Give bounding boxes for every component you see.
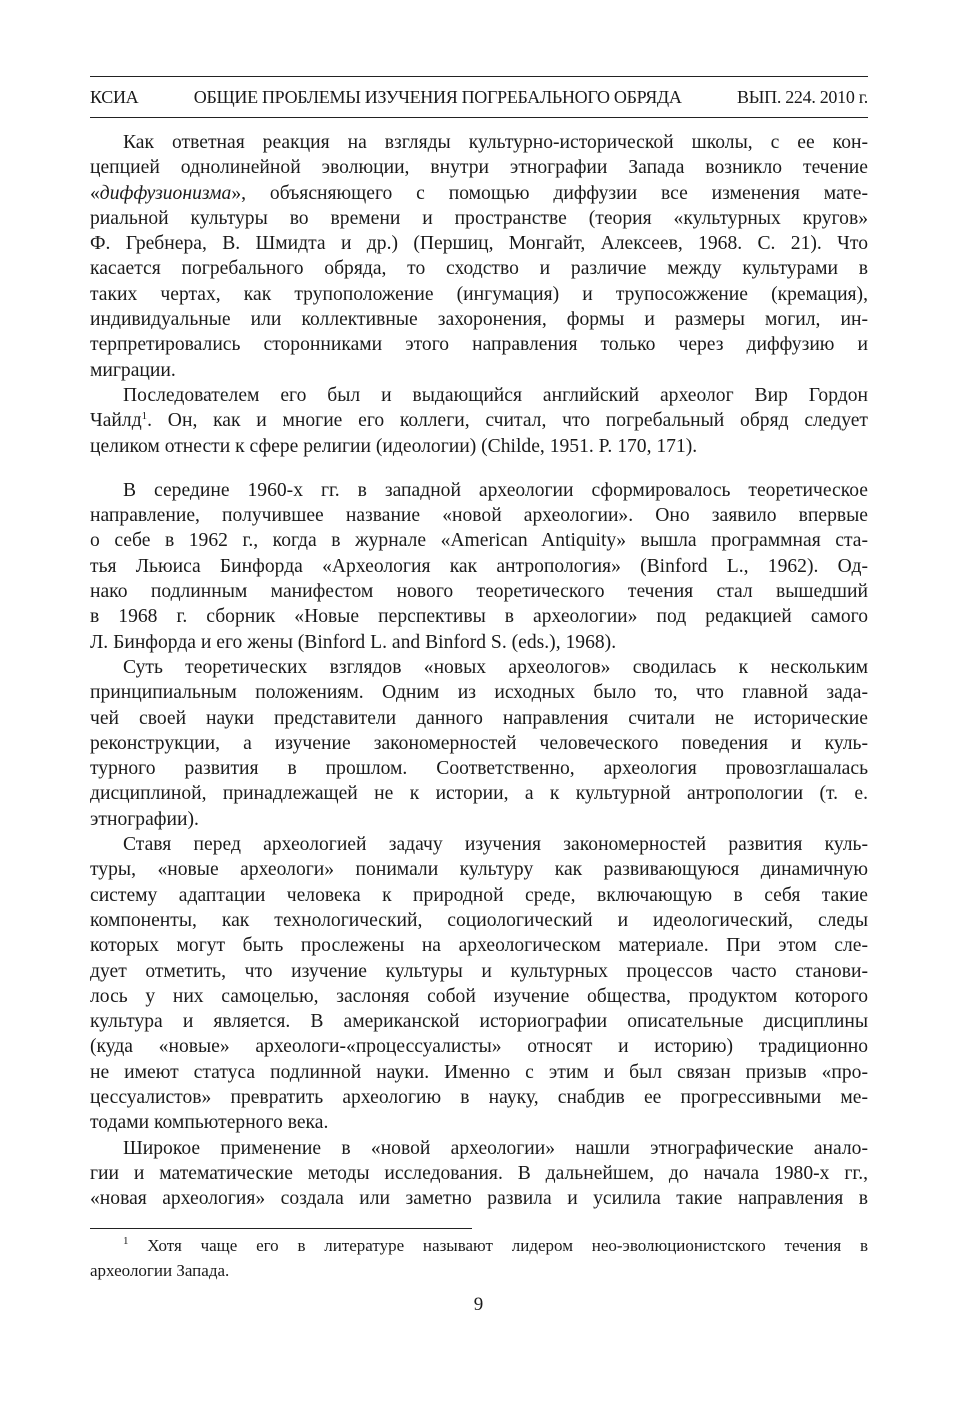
issue-info: ВЫП. 224. 2010 г. xyxy=(737,86,868,107)
text-line: направление, получившее название «новой археологии». Оно заявило впервые xyxy=(90,505,868,527)
paragraph xyxy=(90,383,868,459)
paragraph xyxy=(90,478,868,655)
text-line: Ф. Гребнера, В. Шмидта и др.) (Першиц, Монгайт, Алексеев, 1968. С. 21). Что xyxy=(90,233,868,255)
text-line: дует отметить, что изучение культуры и культурных процессов часто станови- xyxy=(90,960,868,982)
header-bottom-rule xyxy=(90,117,868,118)
text-line: «новая археология» создала или заметно развила и усилила такие направления в xyxy=(90,1188,868,1210)
text-segment: . Он, как и многие его коллеги, считал, что погребальный обряд следует xyxy=(147,410,868,432)
text-line: о себе в 1962 г., когда в журнале «American Antiquity» вышла программная ста- xyxy=(90,530,868,552)
text-line: цессуалистов» превратить археологию в науку, снабдив ее прогрессивными ме- xyxy=(90,1086,868,1108)
text-line: терпретировались сторонниками этого направления только через диффузию и xyxy=(90,334,868,356)
text-line: Суть теоретических взглядов «новых археологов» сводилась к нескольким xyxy=(123,656,868,678)
text-line xyxy=(90,408,868,433)
text-line: компоненты, как технологический, социологический и идеологический, следы xyxy=(90,909,868,931)
text-line: чей своей науки представители данного направления считали не исторические xyxy=(90,707,868,729)
text-line: дисциплиной, принадлежащей не к истории, а к культурной антропологии (т. е. xyxy=(90,783,868,805)
text-line: этнографии). xyxy=(90,808,199,830)
paragraph xyxy=(90,655,868,832)
text-line: касается погребального обряда, то сходство и различие между культурами в xyxy=(90,258,868,280)
text-line: индивидуальные или коллективные захоронения, формы и размеры могил, ин- xyxy=(90,309,868,331)
running-header xyxy=(90,84,868,110)
text-line: Последователем его был и выдающийся английский археолог Вир Гордон xyxy=(123,384,868,406)
text-line: (куда «новые» археологи-«процессуалисты» относят и историю) традиционно xyxy=(90,1036,868,1058)
text-line: Широкое применение в «новой археологии» нашли этнографические анало- xyxy=(123,1137,868,1159)
footnote-rule xyxy=(90,1228,472,1229)
page-number: 9 xyxy=(473,1294,484,1315)
text-line: не имеют статуса подлинной науки. Именно с этим и был связан призыв «про- xyxy=(90,1061,868,1083)
text-line: тодами компьютерного века. xyxy=(90,1112,329,1134)
body-text xyxy=(90,130,868,1211)
footnote-line xyxy=(90,1258,868,1283)
paragraph xyxy=(90,832,868,1136)
text-line: туры, «новые археологи» понимали культуру как развивающуюся динамичную xyxy=(90,859,868,881)
text-line: Как ответная реакция на взгляды культурно-исторической школы, с ее кон- xyxy=(123,132,868,153)
paragraph xyxy=(90,1136,868,1212)
text-line xyxy=(90,181,868,206)
text-line: тья Льюиса Бинфорда «Археология как антропология» (Binford L., 1962). Од- xyxy=(90,555,868,577)
text-line: таких чертах, как трупоположение (ингумация) и трупосожжение (кремация), xyxy=(90,283,868,305)
text-line: Ставя перед археологией задачу изучения закономерностей развития куль- xyxy=(123,834,868,856)
paragraph xyxy=(90,130,868,383)
footnote-line xyxy=(90,1233,868,1258)
footnote-text: археологии Запада. xyxy=(90,1261,230,1280)
header-top-rule xyxy=(90,76,868,77)
text-line: Л. Бинфорда и его жены (Binford L. and Binford S. (eds.), 1968). xyxy=(90,631,617,653)
footnote-marker: 1 xyxy=(123,1235,129,1247)
text-segment: Чайлд xyxy=(90,410,142,432)
text-line: цепцией однолинейной эволюции, внутри этнографии Запада возникло течение xyxy=(90,157,868,179)
text-line: культура и является. В американской историографии описательные дисциплины xyxy=(90,1011,868,1033)
text-segment: », объясняющего с помощью диффузии все изменения мате- xyxy=(231,182,868,204)
text-line: турного развития в прошлом. Соответственно, археология провозглашалась xyxy=(90,758,868,780)
footnote-ref: 1 xyxy=(141,410,148,423)
text-line: целиком отнести к сфере религии (идеологии) (Childe, 1951. P. 170, 171). xyxy=(90,435,698,457)
text-line: миграции. xyxy=(90,359,176,381)
text-segment: « xyxy=(90,182,100,204)
text-line: лось у них самоцелью, заслоняя собой изучение общества, продуктом которого xyxy=(90,985,868,1007)
italic-term: диффузионизма xyxy=(99,182,232,204)
text-line: принципиальным положениям. Одним из исходных было то, что главной зада- xyxy=(90,682,868,704)
text-line: гии и математические методы исследования. В дальнейшем, до начала 1980-х гг., xyxy=(90,1162,868,1184)
text-line: риальной культуры во времени и пространстве (теория «культурных кругов» xyxy=(90,207,868,229)
footnote-text: Хотя чаще его в литературе называют лидером нео-эволюционистского течения в xyxy=(147,1236,868,1255)
text-line: В середине 1960-х гг. в западной археологии сформировалось теоретическое xyxy=(123,479,868,501)
text-line: реконструкции, а изучение закономерностей человеческого поведения и куль- xyxy=(90,732,868,754)
text-line: нако подлинным манифестом нового теоретического течения стал вышедший xyxy=(90,581,868,603)
text-line: которых могут быть прослежены на археологическом материале. При этом сле- xyxy=(90,935,868,957)
journal-abbrev: КСИА xyxy=(90,86,139,107)
text-line: в 1968 г. сборник «Новые перспективы в археологии» под редакцией самого xyxy=(90,606,868,628)
text-line: систему адаптации человека к природной среде, включающую в себя такие xyxy=(90,884,868,906)
section-title: ОБЩИЕ ПРОБЛЕМЫ ИЗУЧЕНИЯ ПОГРЕБАЛЬНОГО ОБРЯДА xyxy=(193,86,682,107)
footnote xyxy=(90,1233,868,1283)
